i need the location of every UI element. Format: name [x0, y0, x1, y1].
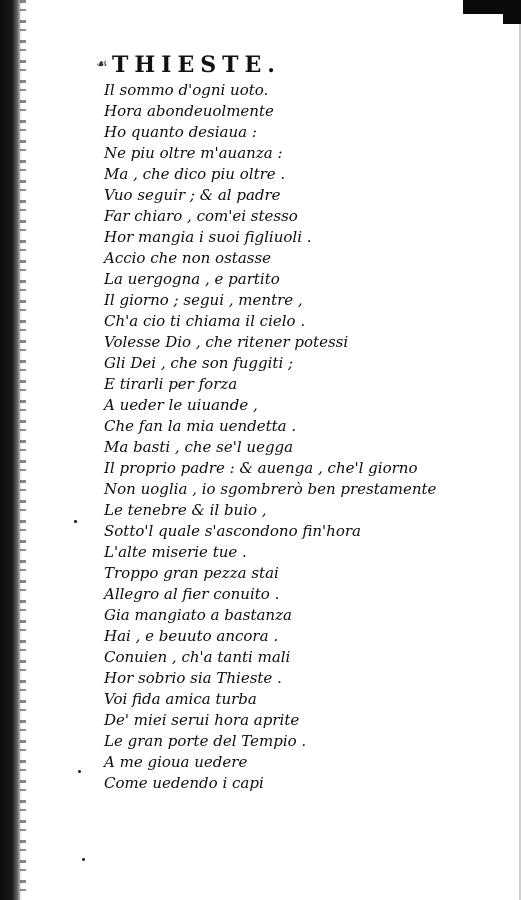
verse-line: Allegro al fier conuito .	[104, 585, 280, 603]
page-edge-texture	[20, 0, 26, 900]
verse-line: Hai , e beuuto ancora .	[104, 627, 279, 645]
verse-line: E tirarli per forza	[104, 375, 238, 393]
verse-line: Il giorno ; segui , mentre ,	[104, 291, 303, 309]
margin-marks	[70, 0, 100, 900]
verse-line: Hor sobrio sia Thieste .	[104, 669, 282, 687]
verse-line: Gli Dei , che son fuggiti ;	[104, 354, 294, 372]
verse-line: Voi fida amica turba	[104, 690, 257, 708]
running-header: THIESTE.	[112, 52, 281, 78]
verse-line: De' miei serui hora aprite	[104, 711, 300, 729]
verse-line: Le gran porte del Tempio .	[104, 732, 307, 750]
verse-line: Sotto'l quale s'ascondono fin'hora	[104, 522, 361, 540]
verse-line: Ma basti , che se'l uegga	[104, 438, 294, 456]
verse-line: Far chiaro , com'ei stesso	[104, 207, 298, 225]
scan-corner-notch	[503, 14, 521, 24]
verse-line: Troppo gran pezza stai	[104, 564, 279, 582]
verse-line: Il proprio padre : & auenga , che'l giorno	[104, 459, 418, 477]
verse-line: Che fan la mia uendetta .	[104, 417, 297, 435]
verse-line: Non uoglia , io sgombrerò ben prestamente	[104, 480, 437, 498]
verse-line: Ch'a cio ti chiama il cielo .	[104, 312, 306, 330]
verse-line: Ma , che dico piu oltre .	[104, 165, 286, 183]
verse-line: A ueder le uiuande ,	[104, 396, 258, 414]
verse-line: Accio che non ostasse	[104, 249, 272, 267]
margin-dot	[74, 520, 77, 523]
page-gutter-shadow	[0, 0, 22, 900]
verse-line: Conuien , ch'a tanti mali	[104, 648, 291, 666]
verse-line: Le tenebre & il buio ,	[104, 501, 267, 519]
verse-text	[104, 80, 436, 794]
verse-line: L'alte miserie tue .	[104, 543, 247, 561]
margin-dot	[78, 770, 81, 773]
verse-line: Volesse Dio , che ritener potessi	[104, 333, 349, 351]
verse-line: Gia mangiato a bastanza	[104, 606, 292, 624]
verse-line: A me gioua uedere	[104, 753, 248, 771]
verse-line: La uergogna , e partito	[104, 270, 280, 288]
verse-line: Hor mangia i suoi figliuoli .	[104, 228, 312, 246]
margin-dot	[82, 858, 85, 861]
verse-line: Vuo seguir ; & al padre	[104, 186, 281, 204]
verse-line: Il sommo d'ogni uoto.	[104, 81, 269, 99]
verse-line: Hora abondeuolmente	[104, 102, 274, 120]
verse-line: Ho quanto desiaua :	[104, 123, 257, 141]
header-ornament: ☙	[96, 57, 108, 72]
scan-corner-shadow	[463, 0, 521, 14]
verse-line: Ne piu oltre m'auanza :	[104, 144, 283, 162]
verse-line: Come uedendo i capi	[104, 774, 264, 792]
